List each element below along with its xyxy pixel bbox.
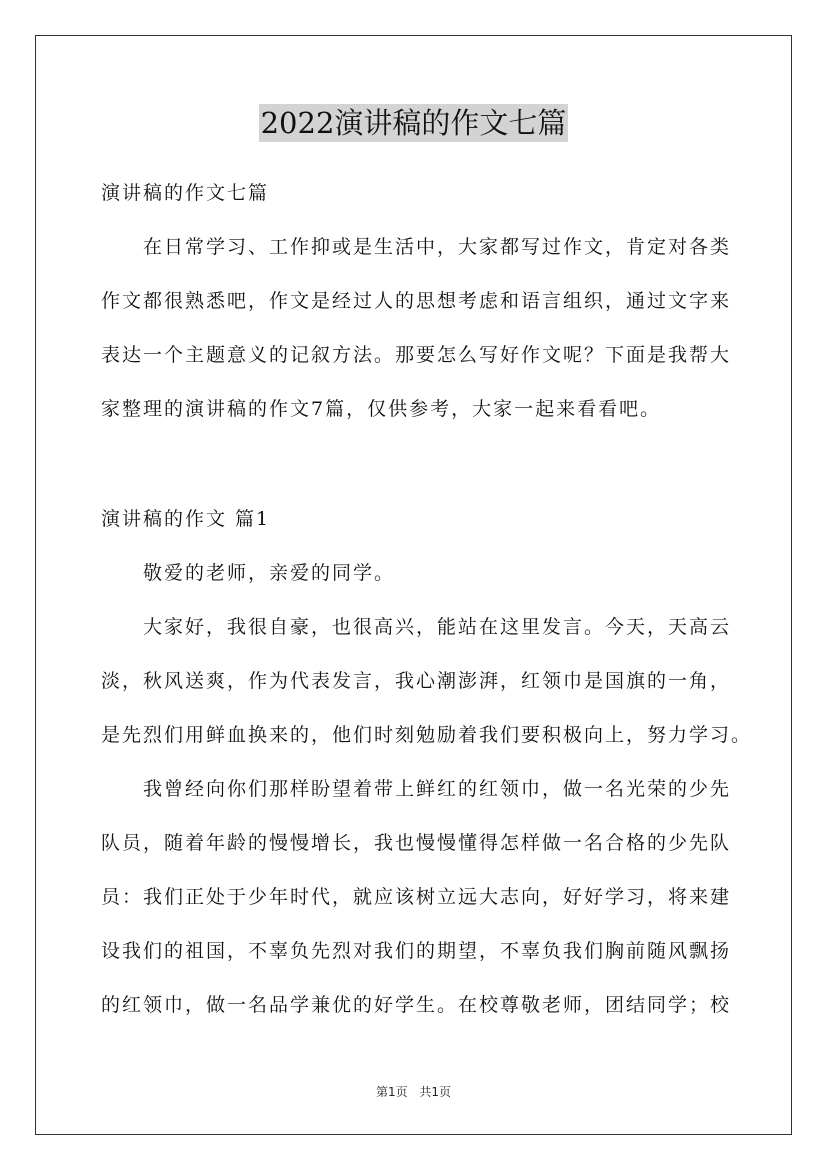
intro-line: 在日常学习、工作抑或是生活中，大家都写过作文，肯定对各类 [143, 236, 732, 258]
document-title [0, 103, 827, 142]
document-title-text: 2022演讲稿的作文七篇 [260, 106, 567, 140]
greeting: 敬爱的老师，亲爱的同学。 [143, 562, 396, 584]
subtitle: 演讲稿的作文七篇 [101, 182, 270, 204]
paragraph-line: 员：我们正处于少年时代，就应该树立远大志向，好好学习，将来建 [101, 886, 732, 908]
intro-line: 家整理的演讲稿的作文7篇，仅供参考，大家一起来看看吧。 [101, 398, 662, 420]
paragraph-line: 设我们的祖国，不辜负先烈对我们的期望，不辜负我们胸前随风飘扬 [101, 940, 732, 962]
page-footer [0, 1083, 827, 1100]
page-total: 共1页 [419, 1085, 452, 1099]
paragraph-line: 队员，随着年龄的慢慢增长，我也慢慢懂得怎样做一名合格的少先队 [101, 832, 732, 854]
paragraph-line: 大家好，我很自豪，也很高兴，能站在这里发言。今天，天高云 [143, 616, 732, 638]
intro-line: 作文都很熟悉吧，作文是经过人的思想考虑和语言组织，通过文字来 [101, 290, 732, 312]
paragraph-line: 是先烈们用鲜血换来的，他们时刻勉励着我们要积极向上，努力学习。 [101, 724, 753, 746]
paragraph-line: 的红领巾，做一名品学兼优的好学生。在校尊敬老师，团结同学；校 [101, 994, 732, 1016]
section-heading: 演讲稿的作文 篇1 [101, 508, 271, 530]
intro-line: 表达一个主题意义的记叙方法。那要怎么写好作文呢？下面是我帮大 [101, 344, 732, 366]
paragraph-line: 淡，秋风送爽，作为代表发言，我心潮澎湃，红领巾是国旗的一角， [101, 670, 732, 692]
page-number: 第1页 [375, 1085, 408, 1099]
paragraph-line: 我曾经向你们那样盼望着带上鲜红的红领巾，做一名光荣的少先 [143, 778, 732, 800]
